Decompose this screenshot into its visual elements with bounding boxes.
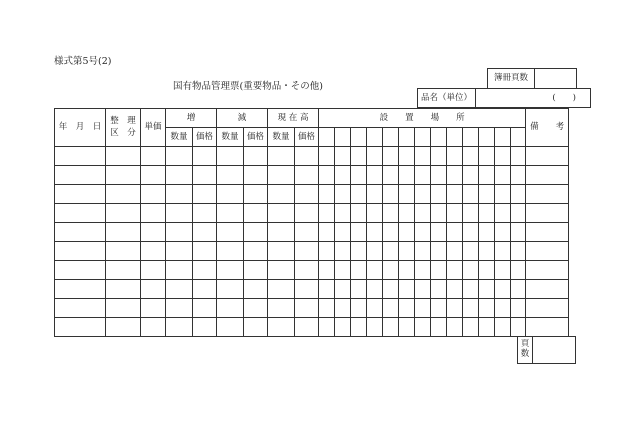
table-cell[interactable] bbox=[268, 147, 295, 166]
table-cell[interactable] bbox=[526, 185, 569, 204]
table-cell[interactable] bbox=[447, 280, 463, 299]
table-cell[interactable] bbox=[399, 242, 415, 261]
table-cell[interactable] bbox=[383, 280, 399, 299]
table-cell[interactable] bbox=[479, 185, 495, 204]
table-cell[interactable] bbox=[141, 166, 166, 185]
table-cell[interactable] bbox=[193, 204, 217, 223]
header-location-subcell bbox=[479, 128, 495, 147]
table-cell[interactable] bbox=[217, 166, 244, 185]
table-cell[interactable] bbox=[511, 299, 526, 318]
table-cell[interactable] bbox=[351, 280, 367, 299]
item-name-box bbox=[417, 88, 591, 108]
table-cell[interactable] bbox=[295, 185, 319, 204]
header-increase-quantity: 数量 bbox=[166, 128, 193, 147]
table-cell[interactable] bbox=[193, 185, 217, 204]
table-cell[interactable] bbox=[106, 223, 141, 242]
header-location-subcell bbox=[447, 128, 463, 147]
table-cell[interactable] bbox=[415, 280, 431, 299]
table-cell[interactable] bbox=[526, 223, 569, 242]
table-cell[interactable] bbox=[55, 204, 106, 223]
table-cell[interactable] bbox=[268, 261, 295, 280]
table-cell[interactable] bbox=[511, 166, 526, 185]
table-cell[interactable] bbox=[383, 299, 399, 318]
header-location-subcell bbox=[511, 128, 526, 147]
item-name-label: 品名（単位） bbox=[418, 89, 476, 108]
table-cell[interactable] bbox=[268, 318, 295, 337]
header-location-subcell bbox=[367, 128, 383, 147]
table-cell[interactable] bbox=[479, 318, 495, 337]
table-cell[interactable] bbox=[511, 185, 526, 204]
table-cell[interactable] bbox=[431, 242, 447, 261]
table-cell[interactable] bbox=[335, 299, 351, 318]
book-page-label: 簿冊頁数 bbox=[488, 69, 535, 89]
table-cell[interactable] bbox=[431, 299, 447, 318]
table-cell[interactable] bbox=[106, 261, 141, 280]
header-balance-price: 価格 bbox=[295, 128, 319, 147]
table-cell[interactable] bbox=[399, 147, 415, 166]
table-cell[interactable] bbox=[295, 166, 319, 185]
table-cell[interactable] bbox=[244, 185, 268, 204]
table-cell[interactable] bbox=[217, 242, 244, 261]
table-cell[interactable] bbox=[193, 318, 217, 337]
header-location-subcell bbox=[335, 128, 351, 147]
table-cell[interactable] bbox=[295, 223, 319, 242]
table-cell[interactable] bbox=[268, 242, 295, 261]
table-cell[interactable] bbox=[463, 223, 479, 242]
table-cell[interactable] bbox=[479, 261, 495, 280]
table-cell[interactable] bbox=[295, 242, 319, 261]
table-cell[interactable] bbox=[141, 185, 166, 204]
table-cell[interactable] bbox=[431, 318, 447, 337]
table-cell[interactable] bbox=[463, 147, 479, 166]
ledger-table bbox=[54, 108, 569, 337]
table-cell[interactable] bbox=[244, 204, 268, 223]
table-cell[interactable] bbox=[415, 185, 431, 204]
table-cell[interactable] bbox=[335, 261, 351, 280]
table-cell[interactable] bbox=[431, 261, 447, 280]
table-cell[interactable] bbox=[479, 204, 495, 223]
table-cell[interactable] bbox=[268, 166, 295, 185]
table-cell[interactable] bbox=[244, 299, 268, 318]
table-cell[interactable] bbox=[335, 318, 351, 337]
table-cell[interactable] bbox=[166, 223, 193, 242]
table-row bbox=[55, 166, 569, 185]
table-cell[interactable] bbox=[166, 318, 193, 337]
table-cell[interactable] bbox=[55, 299, 106, 318]
table-cell[interactable] bbox=[193, 166, 217, 185]
table-cell[interactable] bbox=[399, 280, 415, 299]
table-cell[interactable] bbox=[193, 223, 217, 242]
table-cell[interactable] bbox=[447, 318, 463, 337]
table-cell[interactable] bbox=[495, 166, 511, 185]
table-cell[interactable] bbox=[244, 223, 268, 242]
table-cell[interactable] bbox=[217, 204, 244, 223]
table-cell[interactable] bbox=[335, 204, 351, 223]
table-cell[interactable] bbox=[399, 185, 415, 204]
table-cell[interactable] bbox=[193, 147, 217, 166]
table-cell[interactable] bbox=[351, 204, 367, 223]
table-cell[interactable] bbox=[166, 166, 193, 185]
table-row bbox=[55, 223, 569, 242]
table-cell[interactable] bbox=[166, 280, 193, 299]
table-cell[interactable] bbox=[141, 147, 166, 166]
table-cell[interactable] bbox=[319, 223, 335, 242]
table-cell[interactable] bbox=[217, 280, 244, 299]
table-cell[interactable] bbox=[319, 185, 335, 204]
table-cell[interactable] bbox=[367, 280, 383, 299]
table-cell[interactable] bbox=[447, 223, 463, 242]
table-cell[interactable] bbox=[383, 185, 399, 204]
table-cell[interactable] bbox=[55, 261, 106, 280]
header-increase: 増 bbox=[166, 109, 217, 128]
table-cell[interactable] bbox=[193, 261, 217, 280]
table-cell[interactable] bbox=[106, 242, 141, 261]
header-location-subcell bbox=[415, 128, 431, 147]
table-cell[interactable] bbox=[106, 166, 141, 185]
table-cell[interactable] bbox=[141, 280, 166, 299]
table-cell[interactable] bbox=[367, 147, 383, 166]
table-cell[interactable] bbox=[351, 318, 367, 337]
table-cell[interactable] bbox=[244, 147, 268, 166]
table-row bbox=[55, 280, 569, 299]
table-cell[interactable] bbox=[526, 280, 569, 299]
table-cell[interactable] bbox=[295, 318, 319, 337]
table-cell[interactable] bbox=[217, 185, 244, 204]
table-cell[interactable] bbox=[367, 223, 383, 242]
table-cell[interactable] bbox=[319, 204, 335, 223]
table-cell[interactable] bbox=[55, 242, 106, 261]
unit-paren: ( ) bbox=[552, 92, 576, 103]
table-cell[interactable] bbox=[367, 261, 383, 280]
table-cell[interactable] bbox=[141, 299, 166, 318]
header-location-subcell bbox=[319, 128, 335, 147]
table-cell[interactable] bbox=[415, 242, 431, 261]
table-cell[interactable] bbox=[479, 223, 495, 242]
table-cell[interactable] bbox=[415, 318, 431, 337]
table-cell[interactable] bbox=[351, 223, 367, 242]
table-cell[interactable] bbox=[479, 166, 495, 185]
table-cell[interactable] bbox=[463, 166, 479, 185]
header-classification: 整 理 区 分 bbox=[106, 109, 141, 147]
table-cell[interactable] bbox=[367, 166, 383, 185]
book-page-field[interactable] bbox=[535, 69, 577, 89]
table-cell[interactable] bbox=[55, 318, 106, 337]
header-date: 年 月 日 bbox=[55, 109, 106, 147]
item-name-field[interactable] bbox=[476, 89, 591, 108]
table-cell[interactable] bbox=[319, 280, 335, 299]
table-cell[interactable] bbox=[463, 299, 479, 318]
table-cell[interactable] bbox=[335, 242, 351, 261]
table-cell[interactable] bbox=[141, 318, 166, 337]
table-cell[interactable] bbox=[495, 223, 511, 242]
table-cell[interactable] bbox=[367, 185, 383, 204]
table-cell[interactable] bbox=[431, 147, 447, 166]
table-cell[interactable] bbox=[55, 280, 106, 299]
table-row bbox=[55, 242, 569, 261]
table-cell[interactable] bbox=[166, 147, 193, 166]
table-cell[interactable] bbox=[526, 318, 569, 337]
table-cell[interactable] bbox=[415, 223, 431, 242]
table-cell[interactable] bbox=[463, 185, 479, 204]
table-cell[interactable] bbox=[463, 318, 479, 337]
table-cell[interactable] bbox=[193, 280, 217, 299]
table-cell[interactable] bbox=[319, 242, 335, 261]
table-cell[interactable] bbox=[335, 166, 351, 185]
table-cell[interactable] bbox=[383, 223, 399, 242]
table-cell[interactable] bbox=[319, 147, 335, 166]
table-cell[interactable] bbox=[479, 242, 495, 261]
table-cell[interactable] bbox=[335, 147, 351, 166]
table-cell[interactable] bbox=[431, 204, 447, 223]
table-cell[interactable] bbox=[479, 280, 495, 299]
table-cell[interactable] bbox=[106, 280, 141, 299]
table-cell[interactable] bbox=[447, 299, 463, 318]
table-cell[interactable] bbox=[217, 299, 244, 318]
table-cell[interactable] bbox=[431, 185, 447, 204]
table-cell[interactable] bbox=[351, 147, 367, 166]
table-cell[interactable] bbox=[463, 242, 479, 261]
table-cell[interactable] bbox=[55, 166, 106, 185]
table-cell[interactable] bbox=[399, 261, 415, 280]
table-cell[interactable] bbox=[141, 223, 166, 242]
table-cell[interactable] bbox=[295, 299, 319, 318]
table-cell[interactable] bbox=[447, 242, 463, 261]
header-location-subcell bbox=[399, 128, 415, 147]
page-number-field[interactable] bbox=[533, 337, 576, 364]
table-cell[interactable] bbox=[268, 185, 295, 204]
table-cell[interactable] bbox=[447, 166, 463, 185]
table-cell[interactable] bbox=[495, 318, 511, 337]
table-cell[interactable] bbox=[511, 147, 526, 166]
header-increase-price: 価格 bbox=[193, 128, 217, 147]
table-cell[interactable] bbox=[495, 280, 511, 299]
table-cell[interactable] bbox=[463, 204, 479, 223]
header-balance: 現 在 高 bbox=[268, 109, 319, 128]
table-cell[interactable] bbox=[399, 223, 415, 242]
table-cell[interactable] bbox=[383, 318, 399, 337]
table-row bbox=[55, 147, 569, 166]
header-decrease-price: 価格 bbox=[244, 128, 268, 147]
table-cell[interactable] bbox=[447, 147, 463, 166]
table-cell[interactable] bbox=[351, 242, 367, 261]
table-cell[interactable] bbox=[479, 147, 495, 166]
table-cell[interactable] bbox=[511, 204, 526, 223]
table-cell[interactable] bbox=[244, 280, 268, 299]
table-cell[interactable] bbox=[295, 261, 319, 280]
table-cell[interactable] bbox=[166, 299, 193, 318]
table-cell[interactable] bbox=[268, 280, 295, 299]
table-cell[interactable] bbox=[335, 223, 351, 242]
table-cell[interactable] bbox=[106, 204, 141, 223]
table-cell[interactable] bbox=[367, 318, 383, 337]
table-cell[interactable] bbox=[319, 318, 335, 337]
table-cell[interactable] bbox=[511, 242, 526, 261]
header-location-subcell bbox=[351, 128, 367, 147]
table-cell[interactable] bbox=[399, 204, 415, 223]
table-cell[interactable] bbox=[383, 166, 399, 185]
table-cell[interactable] bbox=[217, 318, 244, 337]
table-cell[interactable] bbox=[526, 242, 569, 261]
table-cell[interactable] bbox=[244, 242, 268, 261]
table-cell[interactable] bbox=[319, 261, 335, 280]
table-cell[interactable] bbox=[335, 280, 351, 299]
table-cell[interactable] bbox=[415, 299, 431, 318]
table-cell[interactable] bbox=[55, 185, 106, 204]
table-row bbox=[55, 299, 569, 318]
table-cell[interactable] bbox=[166, 242, 193, 261]
table-cell[interactable] bbox=[526, 261, 569, 280]
table-cell[interactable] bbox=[268, 223, 295, 242]
page-label: 頁数 bbox=[518, 337, 533, 364]
table-cell[interactable] bbox=[431, 166, 447, 185]
table-cell[interactable] bbox=[431, 223, 447, 242]
header-location-subcell bbox=[463, 128, 479, 147]
table-cell[interactable] bbox=[367, 299, 383, 318]
table-cell[interactable] bbox=[367, 242, 383, 261]
table-cell[interactable] bbox=[383, 204, 399, 223]
header-unit-price: 単価 bbox=[141, 109, 166, 147]
table-cell[interactable] bbox=[166, 204, 193, 223]
table-cell[interactable] bbox=[447, 261, 463, 280]
header-location-subcell bbox=[431, 128, 447, 147]
table-cell[interactable] bbox=[217, 147, 244, 166]
table-cell[interactable] bbox=[217, 223, 244, 242]
table-cell[interactable] bbox=[511, 318, 526, 337]
table-cell[interactable] bbox=[166, 185, 193, 204]
table-cell[interactable] bbox=[495, 185, 511, 204]
table-cell[interactable] bbox=[399, 166, 415, 185]
table-cell[interactable] bbox=[244, 318, 268, 337]
table-row bbox=[55, 318, 569, 337]
table-cell[interactable] bbox=[511, 280, 526, 299]
table-cell[interactable] bbox=[526, 299, 569, 318]
table-cell[interactable] bbox=[383, 261, 399, 280]
table-cell[interactable] bbox=[295, 204, 319, 223]
table-cell[interactable] bbox=[399, 318, 415, 337]
table-cell[interactable] bbox=[55, 147, 106, 166]
table-cell[interactable] bbox=[106, 318, 141, 337]
table-cell[interactable] bbox=[495, 204, 511, 223]
table-cell[interactable] bbox=[351, 185, 367, 204]
table-cell[interactable] bbox=[244, 166, 268, 185]
table-cell[interactable] bbox=[351, 261, 367, 280]
table-cell[interactable] bbox=[415, 204, 431, 223]
form-title: 国有物品管理票(重要物品・その他) bbox=[173, 81, 323, 92]
table-row bbox=[55, 261, 569, 280]
table-cell[interactable] bbox=[526, 147, 569, 166]
table-cell[interactable] bbox=[351, 299, 367, 318]
table-cell[interactable] bbox=[335, 185, 351, 204]
table-cell[interactable] bbox=[295, 147, 319, 166]
table-cell[interactable] bbox=[217, 261, 244, 280]
table-cell[interactable] bbox=[106, 185, 141, 204]
header-location-subcell bbox=[495, 128, 511, 147]
table-cell[interactable] bbox=[367, 204, 383, 223]
table-cell[interactable] bbox=[511, 223, 526, 242]
table-cell[interactable] bbox=[106, 299, 141, 318]
table-cell[interactable] bbox=[495, 147, 511, 166]
table-cell[interactable] bbox=[415, 166, 431, 185]
header-decrease: 減 bbox=[217, 109, 268, 128]
table-cell[interactable] bbox=[193, 242, 217, 261]
table-cell[interactable] bbox=[106, 147, 141, 166]
table-cell[interactable] bbox=[495, 299, 511, 318]
table-cell[interactable] bbox=[55, 223, 106, 242]
table-cell[interactable] bbox=[166, 261, 193, 280]
table-cell[interactable] bbox=[511, 261, 526, 280]
table-cell[interactable] bbox=[463, 261, 479, 280]
table-cell[interactable] bbox=[319, 299, 335, 318]
table-cell[interactable] bbox=[141, 204, 166, 223]
table-cell[interactable] bbox=[319, 166, 335, 185]
book-page-box bbox=[487, 68, 577, 89]
table-cell[interactable] bbox=[495, 261, 511, 280]
table-cell[interactable] bbox=[463, 280, 479, 299]
table-row bbox=[55, 204, 569, 223]
table-cell[interactable] bbox=[244, 261, 268, 280]
page-number-box bbox=[517, 336, 576, 364]
table-cell[interactable] bbox=[495, 242, 511, 261]
table-row bbox=[55, 185, 569, 204]
table-cell[interactable] bbox=[295, 280, 319, 299]
table-cell[interactable] bbox=[141, 242, 166, 261]
table-cell[interactable] bbox=[526, 204, 569, 223]
table-cell[interactable] bbox=[141, 261, 166, 280]
form-number: 様式第5号(2) bbox=[54, 56, 112, 67]
table-cell[interactable] bbox=[479, 299, 495, 318]
table-cell[interactable] bbox=[399, 299, 415, 318]
table-cell[interactable] bbox=[268, 204, 295, 223]
table-cell[interactable] bbox=[415, 261, 431, 280]
table-cell[interactable] bbox=[383, 242, 399, 261]
header-balance-quantity: 数量 bbox=[268, 128, 295, 147]
table-cell[interactable] bbox=[351, 166, 367, 185]
table-cell[interactable] bbox=[193, 299, 217, 318]
table-cell[interactable] bbox=[447, 185, 463, 204]
table-cell[interactable] bbox=[526, 166, 569, 185]
table-cell[interactable] bbox=[383, 147, 399, 166]
header-location: 設 置 場 所 bbox=[319, 109, 526, 128]
table-cell[interactable] bbox=[447, 204, 463, 223]
header-decrease-quantity: 数量 bbox=[217, 128, 244, 147]
header-remarks: 備 考 bbox=[526, 109, 569, 147]
table-cell[interactable] bbox=[268, 299, 295, 318]
table-cell[interactable] bbox=[431, 280, 447, 299]
header-location-subcell bbox=[383, 128, 399, 147]
table-cell[interactable] bbox=[415, 147, 431, 166]
